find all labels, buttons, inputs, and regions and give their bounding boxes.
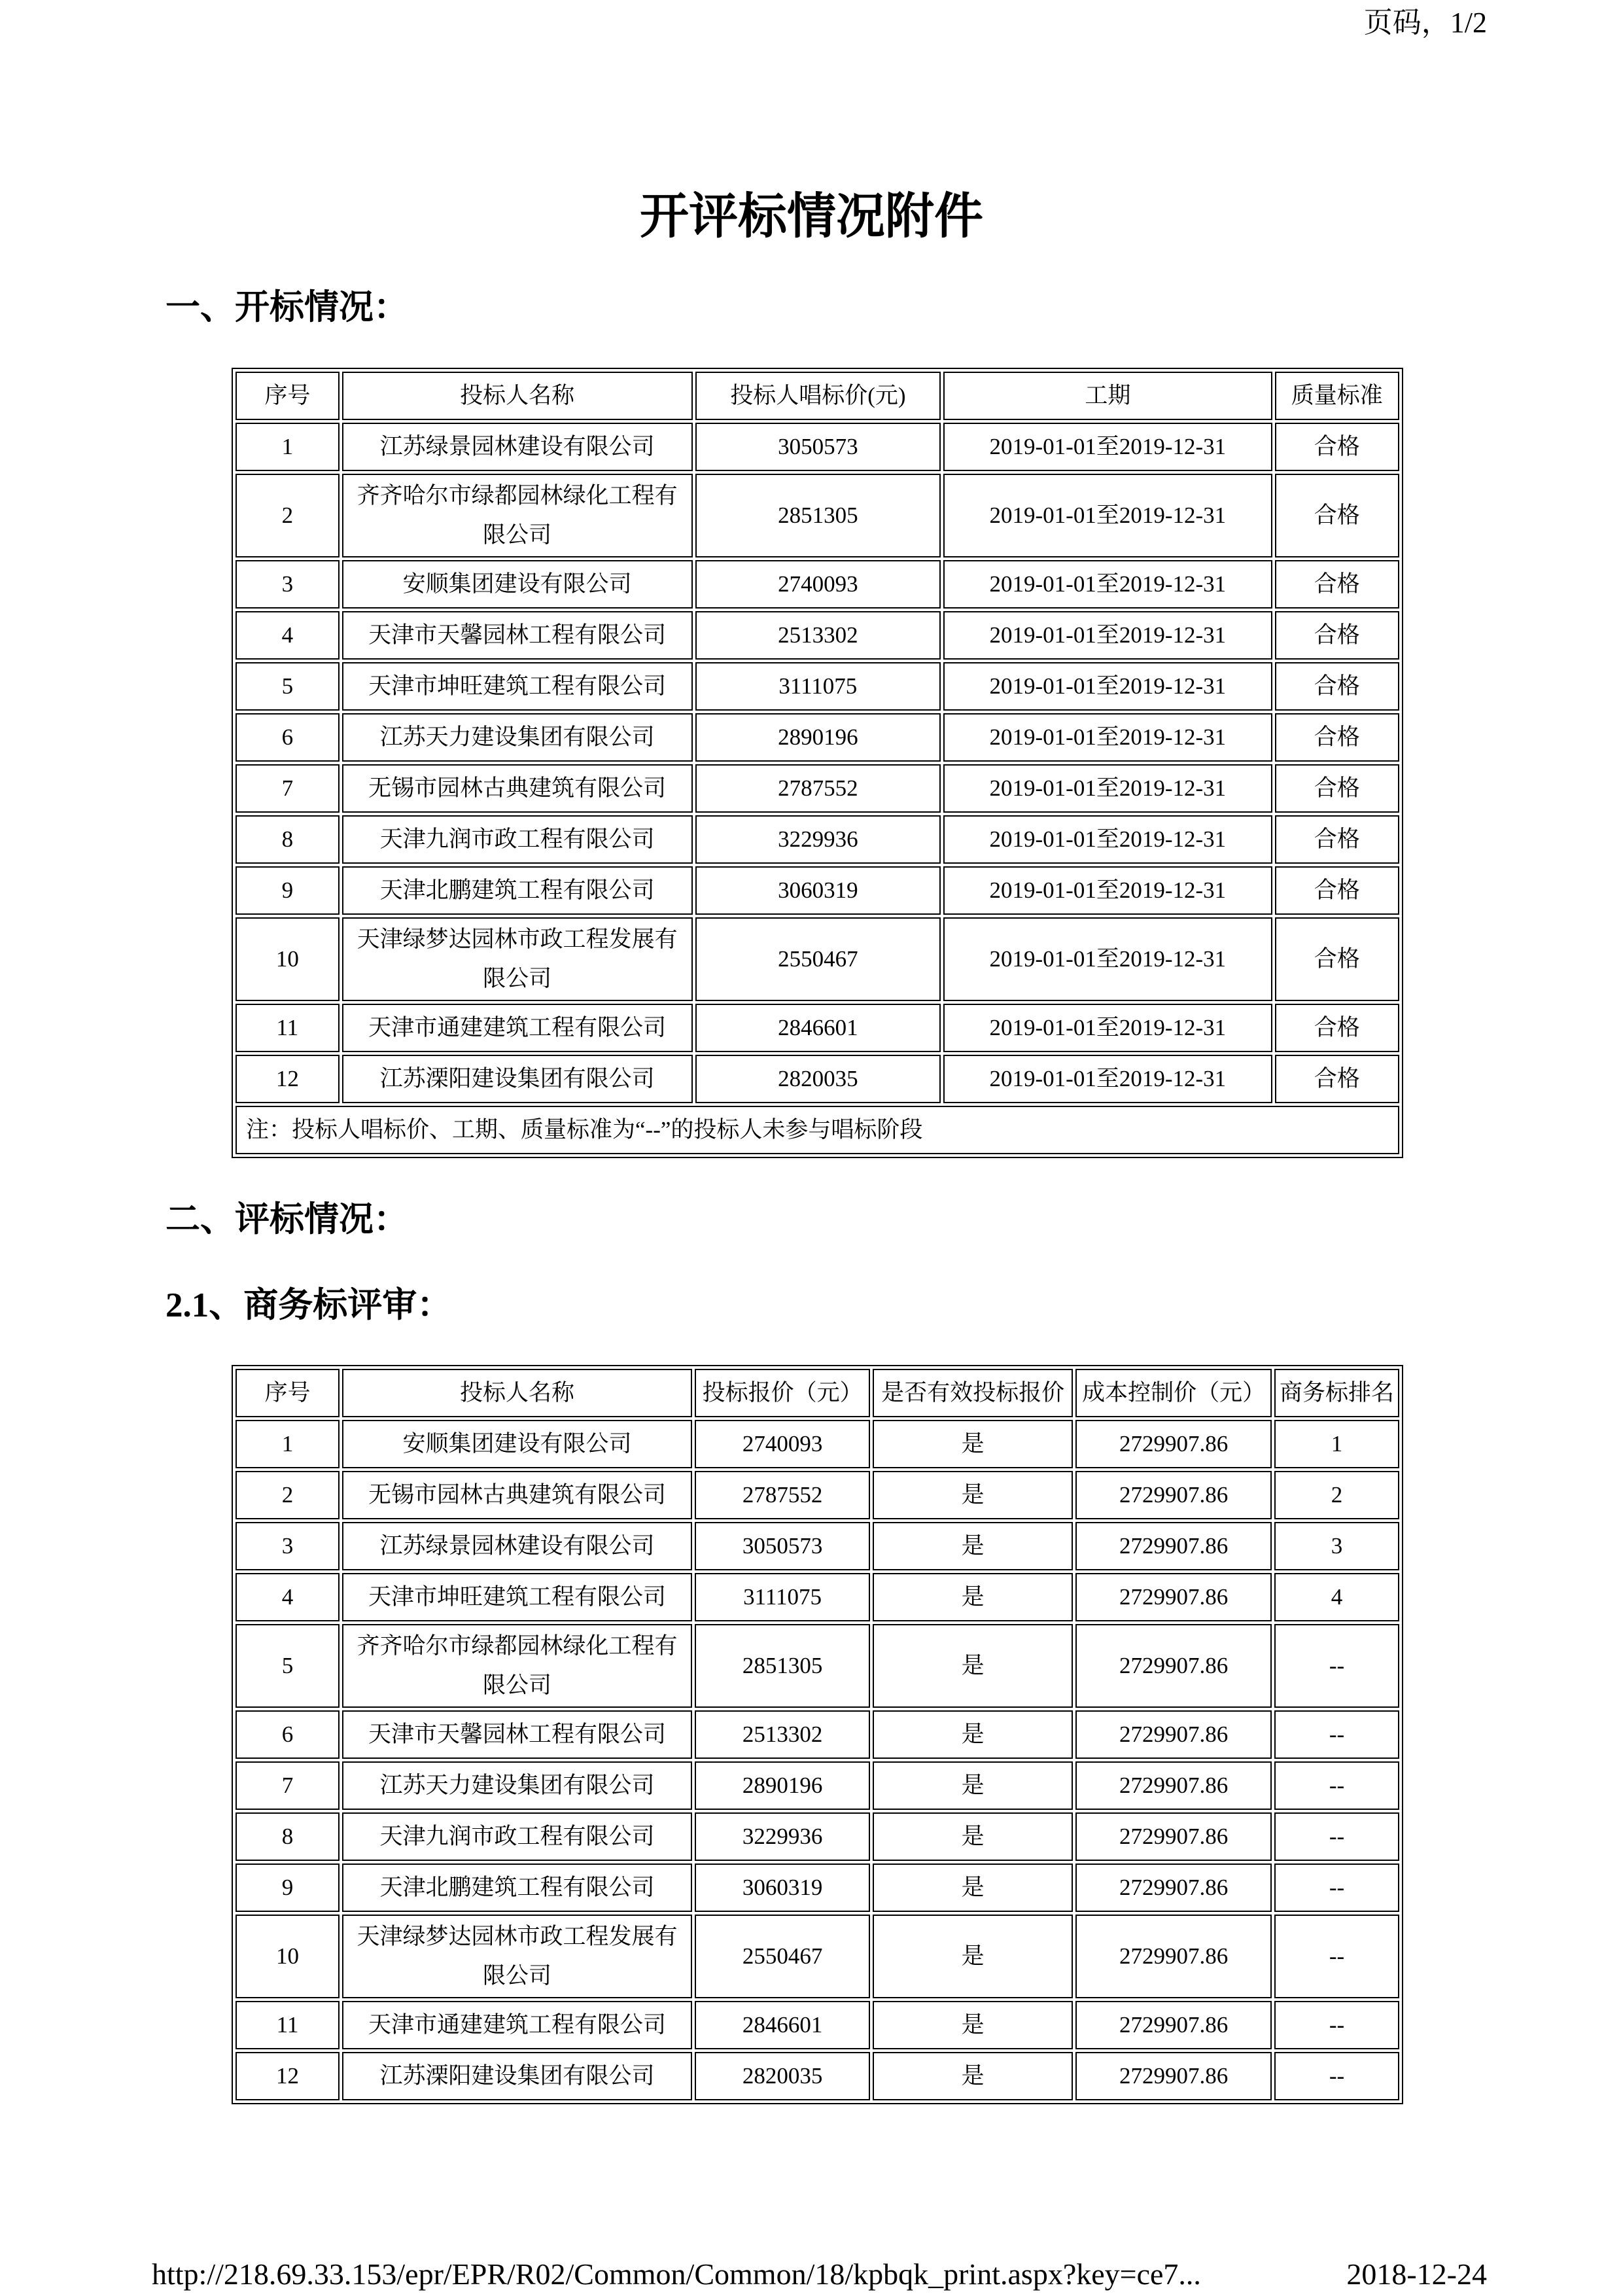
cell-bid-price: 2787552 [695,764,941,813]
cell-bidder-name: 天津市通建建筑工程有限公司 [342,1004,693,1052]
cell-seq-no: 9 [236,866,340,915]
cell-business-rank: 1 [1274,1420,1399,1468]
table-row [236,423,1399,471]
cell-construction-period: 2019-01-01至2019-12-31 [943,713,1272,762]
cell-bidder-name: 天津九润市政工程有限公司 [342,1812,692,1861]
cell-valid-bid: 是 [873,1471,1073,1519]
cell-seq-no: 12 [236,2052,340,2100]
cell-quality-standard: 合格 [1275,662,1399,711]
cell-bid-price: 3050573 [695,423,941,471]
cell-valid-bid: 是 [873,1624,1073,1708]
cell-seq-no: 10 [236,917,340,1001]
cell-bidder-name: 天津市天馨园林工程有限公司 [342,1710,692,1759]
cell-bidder-name: 天津市坤旺建筑工程有限公司 [342,662,693,711]
page-number-label: 页码，1/2 [1363,7,1487,39]
cell-business-rank: -- [1274,2001,1399,2049]
cell-construction-period: 2019-01-01至2019-12-31 [943,815,1272,864]
cell-construction-period: 2019-01-01至2019-12-31 [943,866,1272,915]
cell-construction-period: 2019-01-01至2019-12-31 [943,560,1272,609]
cell-cost-control-price: 2729907.86 [1075,2001,1272,2049]
cell-seq-no: 2 [236,474,340,557]
cell-business-rank: -- [1274,1710,1399,1759]
cell-seq-no: 11 [236,1004,340,1052]
cell-cost-control-price: 2729907.86 [1075,1812,1272,1861]
table-header-row [236,372,1399,420]
cell-valid-bid: 是 [873,1522,1073,1570]
cell-quality-standard: 合格 [1275,764,1399,813]
column-header-seq-no: 序号 [236,1369,340,1417]
cell-quality-standard: 合格 [1275,1055,1399,1103]
table-row [236,1761,1399,1810]
cell-cost-control-price: 2729907.86 [1075,1420,1272,1468]
cell-valid-bid: 是 [873,1863,1073,1912]
cell-business-rank: 3 [1274,1522,1399,1570]
table-row [236,1573,1399,1621]
cell-seq-no: 10 [236,1915,340,1998]
cell-valid-bid: 是 [873,1812,1073,1861]
cell-quality-standard: 合格 [1275,560,1399,609]
footer-date: 2018-12-24 [1346,2257,1487,2291]
cell-bid-price: 2740093 [695,560,941,609]
cell-business-rank: -- [1274,1812,1399,1861]
column-header-business-rank: 商务标排名 [1274,1369,1399,1417]
cell-seq-no: 1 [236,423,340,471]
cell-bid-price: 2890196 [695,713,941,762]
cell-bidder-name: 江苏绿景园林建设有限公司 [342,1522,692,1570]
cell-construction-period: 2019-01-01至2019-12-31 [943,611,1272,660]
table-row [236,611,1399,660]
cell-cost-control-price: 2729907.86 [1075,1522,1272,1570]
cell-quality-standard: 合格 [1275,423,1399,471]
table-row [236,815,1399,864]
cell-quality-standard: 合格 [1275,474,1399,557]
cell-bidder-name: 天津北鹏建筑工程有限公司 [342,866,693,915]
column-header-construction-period: 工期 [943,372,1272,420]
cell-quality-standard: 合格 [1275,815,1399,864]
cell-bid-quote: 3111075 [695,1573,870,1621]
cell-valid-bid: 是 [873,2052,1073,2100]
bid-opening-table-body [236,423,1399,1103]
table-row [236,1812,1399,1861]
cell-bidder-name: 无锡市园林古典建筑有限公司 [342,764,693,813]
cell-business-rank: 4 [1274,1573,1399,1621]
cell-business-rank: -- [1274,1863,1399,1912]
column-header-cost-control-price: 成本控制价（元） [1075,1369,1272,1417]
cell-bid-quote: 3229936 [695,1812,870,1861]
cell-quality-standard: 合格 [1275,917,1399,1001]
cell-business-rank: -- [1274,1915,1399,1998]
cell-bid-quote: 3060319 [695,1863,870,1912]
cell-seq-no: 1 [236,1420,340,1468]
cell-quality-standard: 合格 [1275,611,1399,660]
cell-business-rank: -- [1274,2052,1399,2100]
cell-cost-control-price: 2729907.86 [1075,1573,1272,1621]
table-row [236,764,1399,813]
column-header-bidder-name: 投标人名称 [342,372,693,420]
column-header-bid-price: 投标人唱标价(元) [695,372,941,420]
cell-cost-control-price: 2729907.86 [1075,1915,1272,1998]
cell-construction-period: 2019-01-01至2019-12-31 [943,764,1272,813]
cell-seq-no: 3 [236,1522,340,1570]
cell-cost-control-price: 2729907.86 [1075,1710,1272,1759]
cell-bid-price: 2846601 [695,1004,941,1052]
table-row [236,1055,1399,1103]
cell-bidder-name: 天津绿梦达园林市政工程发展有限公司 [342,917,693,1001]
cell-quality-standard: 合格 [1275,1004,1399,1052]
cell-cost-control-price: 2729907.86 [1075,1471,1272,1519]
table-row [236,866,1399,915]
table-note: 注：投标人唱标价、工期、质量标准为“--”的投标人未参与唱标阶段 [236,1106,1399,1154]
cell-seq-no: 12 [236,1055,340,1103]
table-row [236,2052,1399,2100]
cell-bidder-name: 江苏溧阳建设集团有限公司 [342,1055,693,1103]
cell-seq-no: 4 [236,611,340,660]
cell-cost-control-price: 2729907.86 [1075,1624,1272,1708]
cell-valid-bid: 是 [873,2001,1073,2049]
table-row [236,713,1399,762]
cell-cost-control-price: 2729907.86 [1075,1761,1272,1810]
column-header-bid-quote: 投标报价（元） [695,1369,870,1417]
table-row [236,1624,1399,1708]
table-row [236,1710,1399,1759]
column-header-quality-standard: 质量标准 [1275,372,1399,420]
cell-bidder-name: 安顺集团建设有限公司 [342,1420,692,1468]
cell-construction-period: 2019-01-01至2019-12-31 [943,474,1272,557]
cell-bidder-name: 齐齐哈尔市绿都园林绿化工程有限公司 [342,1624,692,1708]
cell-construction-period: 2019-01-01至2019-12-31 [943,423,1272,471]
cell-bid-price: 2550467 [695,917,941,1001]
cell-seq-no: 6 [236,1710,340,1759]
cell-bidder-name: 无锡市园林古典建筑有限公司 [342,1471,692,1519]
cell-quality-standard: 合格 [1275,713,1399,762]
cell-bid-price: 2851305 [695,474,941,557]
bid-opening-table [232,368,1403,1158]
table-row [236,1004,1399,1052]
cell-seq-no: 5 [236,662,340,711]
cell-business-rank: 2 [1274,1471,1399,1519]
section-heading-bid-opening: 一、开标情况： [166,289,408,327]
cell-bid-quote: 2890196 [695,1761,870,1810]
cell-bid-quote: 2846601 [695,2001,870,2049]
cell-bid-quote: 2550467 [695,1915,870,1998]
cell-bidder-name: 江苏绿景园林建设有限公司 [342,423,693,471]
table-row [236,1471,1399,1519]
cell-bid-quote: 2513302 [695,1710,870,1759]
cell-bid-price: 3060319 [695,866,941,915]
cell-bid-quote: 3050573 [695,1522,870,1570]
table-row [236,1863,1399,1912]
cell-seq-no: 7 [236,1761,340,1810]
cell-bid-price: 3111075 [695,662,941,711]
cell-business-rank: -- [1274,1624,1399,1708]
table-row [236,917,1399,1001]
cell-bidder-name: 天津北鹏建筑工程有限公司 [342,1863,692,1912]
cell-bidder-name: 天津九润市政工程有限公司 [342,815,693,864]
business-review-table-body [236,1420,1399,2100]
cell-construction-period: 2019-01-01至2019-12-31 [943,662,1272,711]
cell-bidder-name: 安顺集团建设有限公司 [342,560,693,609]
cell-bid-quote: 2787552 [695,1471,870,1519]
column-header-valid-bid: 是否有效投标报价 [873,1369,1073,1417]
cell-bidder-name: 天津市通建建筑工程有限公司 [342,2001,692,2049]
cell-cost-control-price: 2729907.86 [1075,2052,1272,2100]
table-header-row [236,1369,1399,1417]
table-row [236,1420,1399,1468]
cell-bid-quote: 2851305 [695,1624,870,1708]
cell-valid-bid: 是 [873,1915,1073,1998]
cell-seq-no: 7 [236,764,340,813]
column-header-bidder-name: 投标人名称 [342,1369,692,1417]
table-note-row [236,1106,1399,1154]
table-row [236,560,1399,609]
cell-seq-no: 8 [236,1812,340,1861]
cell-seq-no: 6 [236,713,340,762]
business-review-table [232,1365,1403,2104]
cell-construction-period: 2019-01-01至2019-12-31 [943,1055,1272,1103]
column-header-seq-no: 序号 [236,372,340,420]
cell-seq-no: 11 [236,2001,340,2049]
cell-bidder-name: 天津绿梦达园林市政工程发展有限公司 [342,1915,692,1998]
cell-seq-no: 4 [236,1573,340,1621]
cell-construction-period: 2019-01-01至2019-12-31 [943,1004,1272,1052]
cell-cost-control-price: 2729907.86 [1075,1863,1272,1912]
page-title: 开评标情况附件 [639,190,983,244]
footer-url: http://218.69.33.153/epr/EPR/R02/Common/Common/18/kpbqk_print.aspx?key=ce7... [152,2257,1201,2291]
cell-seq-no: 5 [236,1624,340,1708]
cell-valid-bid: 是 [873,1573,1073,1621]
cell-seq-no: 3 [236,560,340,609]
cell-valid-bid: 是 [873,1761,1073,1810]
cell-valid-bid: 是 [873,1710,1073,1759]
table-row [236,1522,1399,1570]
cell-bidder-name: 江苏天力建设集团有限公司 [342,713,693,762]
cell-bidder-name: 天津市坤旺建筑工程有限公司 [342,1573,692,1621]
subsection-heading-business-review: 2.1、商务标评审： [166,1286,452,1324]
table-row [236,474,1399,557]
section-heading-bid-evaluation: 二、评标情况： [166,1201,408,1239]
cell-seq-no: 2 [236,1471,340,1519]
cell-bid-quote: 2820035 [695,2052,870,2100]
cell-bid-price: 2513302 [695,611,941,660]
table-row [236,662,1399,711]
cell-quality-standard: 合格 [1275,866,1399,915]
cell-bidder-name: 江苏溧阳建设集团有限公司 [342,2052,692,2100]
table-row [236,1915,1399,1998]
cell-bidder-name: 齐齐哈尔市绿都园林绿化工程有限公司 [342,474,693,557]
table-row [236,2001,1399,2049]
cell-seq-no: 8 [236,815,340,864]
cell-bid-price: 3229936 [695,815,941,864]
cell-seq-no: 9 [236,1863,340,1912]
cell-bidder-name: 江苏天力建设集团有限公司 [342,1761,692,1810]
cell-bid-quote: 2740093 [695,1420,870,1468]
cell-bidder-name: 天津市天馨园林工程有限公司 [342,611,693,660]
cell-bid-price: 2820035 [695,1055,941,1103]
cell-construction-period: 2019-01-01至2019-12-31 [943,917,1272,1001]
cell-valid-bid: 是 [873,1420,1073,1468]
cell-business-rank: -- [1274,1761,1399,1810]
